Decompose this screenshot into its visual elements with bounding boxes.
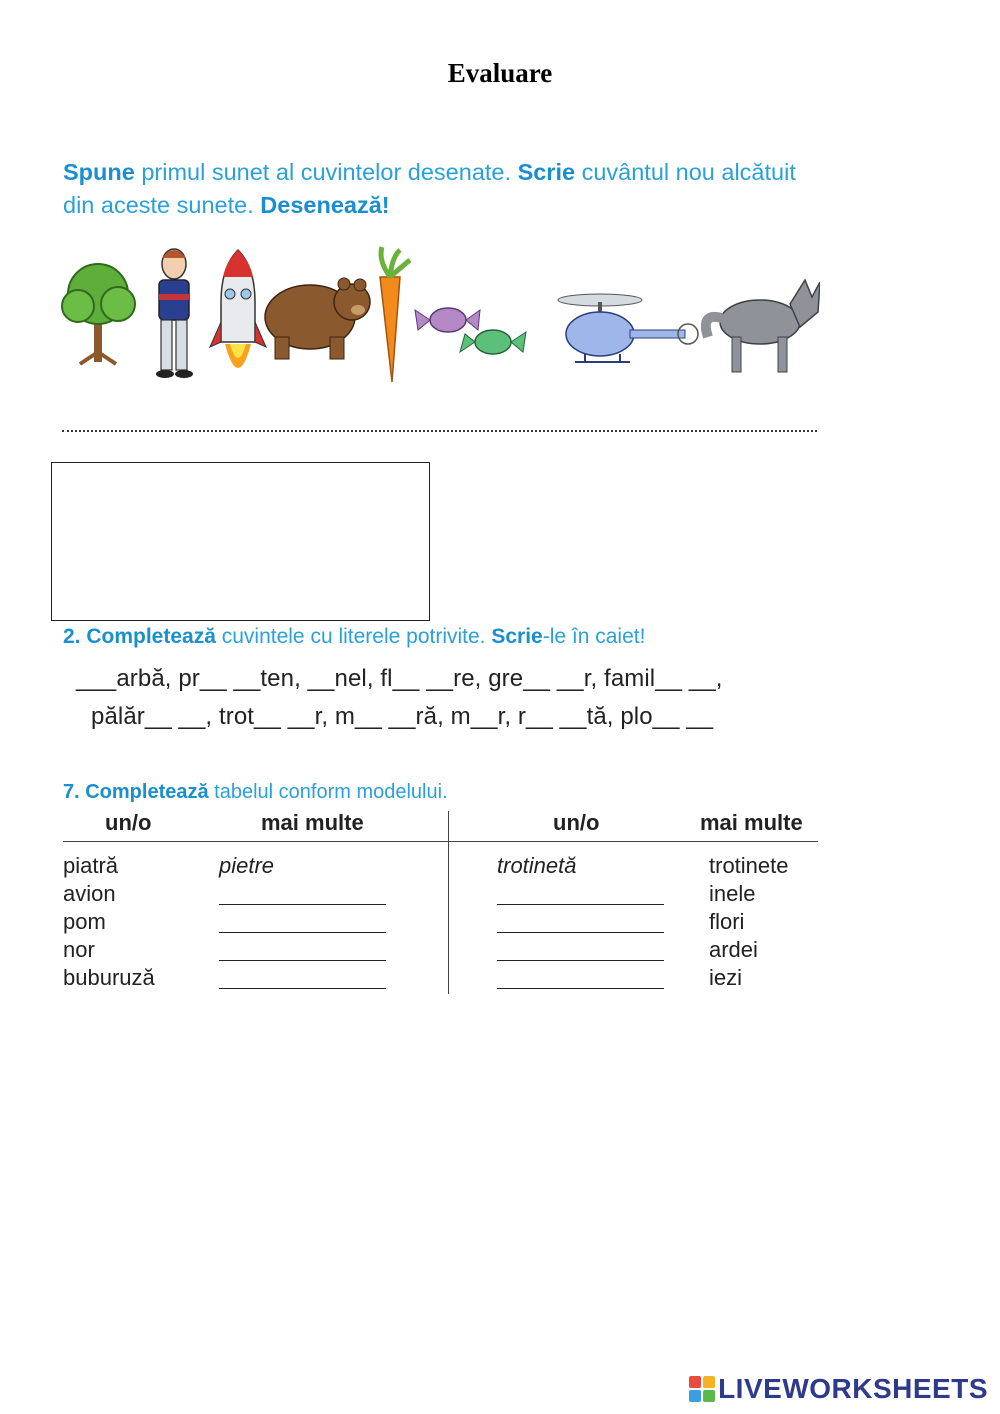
logo-text: LIVEWORKSHEETS [718, 1373, 988, 1404]
tree-icon [62, 264, 135, 364]
exercise7-instruction-part-0: 7. Completează [63, 781, 209, 803]
left-plural-blank-4[interactable] [219, 988, 386, 989]
right-singular-blank-3[interactable] [497, 960, 664, 961]
right-plural-2: flori [709, 909, 745, 934]
exercise1-instruction-part-4: Desenează! [260, 192, 390, 218]
answer-dotted-line[interactable] [62, 430, 817, 432]
left-plural-blank-1[interactable] [219, 904, 386, 905]
left-singular-3: nor [63, 937, 95, 962]
left-singular-4: buburuză [63, 965, 155, 990]
page-title: Evaluare [447, 58, 553, 88]
right-singular-blank-1[interactable] [497, 904, 664, 905]
left-singular-1: avion [63, 881, 116, 906]
exercise7-instruction-part-1: tabelul conform modelului. [208, 781, 448, 803]
right-singular-blank-2[interactable] [497, 932, 664, 933]
left-singular-2: pom [63, 909, 106, 934]
fill-in-line-1: ___arbă, pr__ __ten, __nel, fl__ __re, gre__ __r, famil__ __, [76, 665, 723, 692]
exercise1-instruction [63, 156, 823, 222]
right-singular-example: trotinetă [497, 853, 577, 878]
left-plural-example: pietre [219, 853, 275, 878]
wolf-icon [706, 280, 820, 372]
carrot-icon [380, 247, 410, 382]
left-plural-blank-2[interactable] [219, 932, 386, 933]
left-plural-blank-3[interactable] [219, 960, 386, 961]
right-plural-3: ardei [709, 937, 758, 962]
exercise2-instruction-part-1: cuvintele cu literele potrivite. [215, 625, 492, 648]
helicopter-icon [558, 294, 698, 362]
exercise1-instruction-part-0: Spune [63, 159, 135, 185]
picture-strip [60, 242, 820, 392]
candy-icon [415, 308, 526, 354]
left-singular-0: piatră [63, 853, 119, 878]
header-right-plural: mai multe [700, 810, 803, 835]
exercise1-instruction-part-1: primul sunet al cuvintelor desenate. [134, 159, 518, 185]
exercise1-instruction-part-3: cuvântul nou alcătuit din aceste sunete. [63, 159, 796, 218]
exercise7-instruction [63, 776, 823, 809]
table-divider [448, 811, 449, 994]
table-header-rule [63, 841, 818, 842]
exercise2-instruction [63, 620, 823, 653]
liveworksheets-logo-icon [689, 1376, 715, 1402]
boy-icon [156, 249, 193, 378]
liveworksheets-logo [689, 1372, 988, 1406]
rocket-icon [210, 250, 266, 368]
right-plural-0: trotinete [709, 853, 789, 878]
header-right-singular: un/o [553, 810, 600, 835]
exercise1-instruction-part-2: Scrie [517, 159, 576, 185]
exercise2-instruction-part-3: -le în caiet! [542, 625, 646, 648]
exercise2-instruction-part-2: Scrie [491, 625, 543, 648]
right-singular-blank-4[interactable] [497, 988, 664, 989]
header-left-singular: un/o [105, 810, 152, 835]
exercise2-instruction-part-0: 2. Completează [63, 625, 216, 648]
right-plural-4: iezi [709, 965, 743, 990]
header-left-plural: mai multe [261, 810, 364, 835]
drawing-box[interactable] [51, 462, 430, 621]
right-plural-1: inele [709, 881, 756, 906]
fill-in-line-2: pălăr__ __, trot__ __r, m__ __ră, m__r, r__ __tă, plo__ __ [91, 703, 714, 730]
bear-icon [265, 278, 370, 359]
